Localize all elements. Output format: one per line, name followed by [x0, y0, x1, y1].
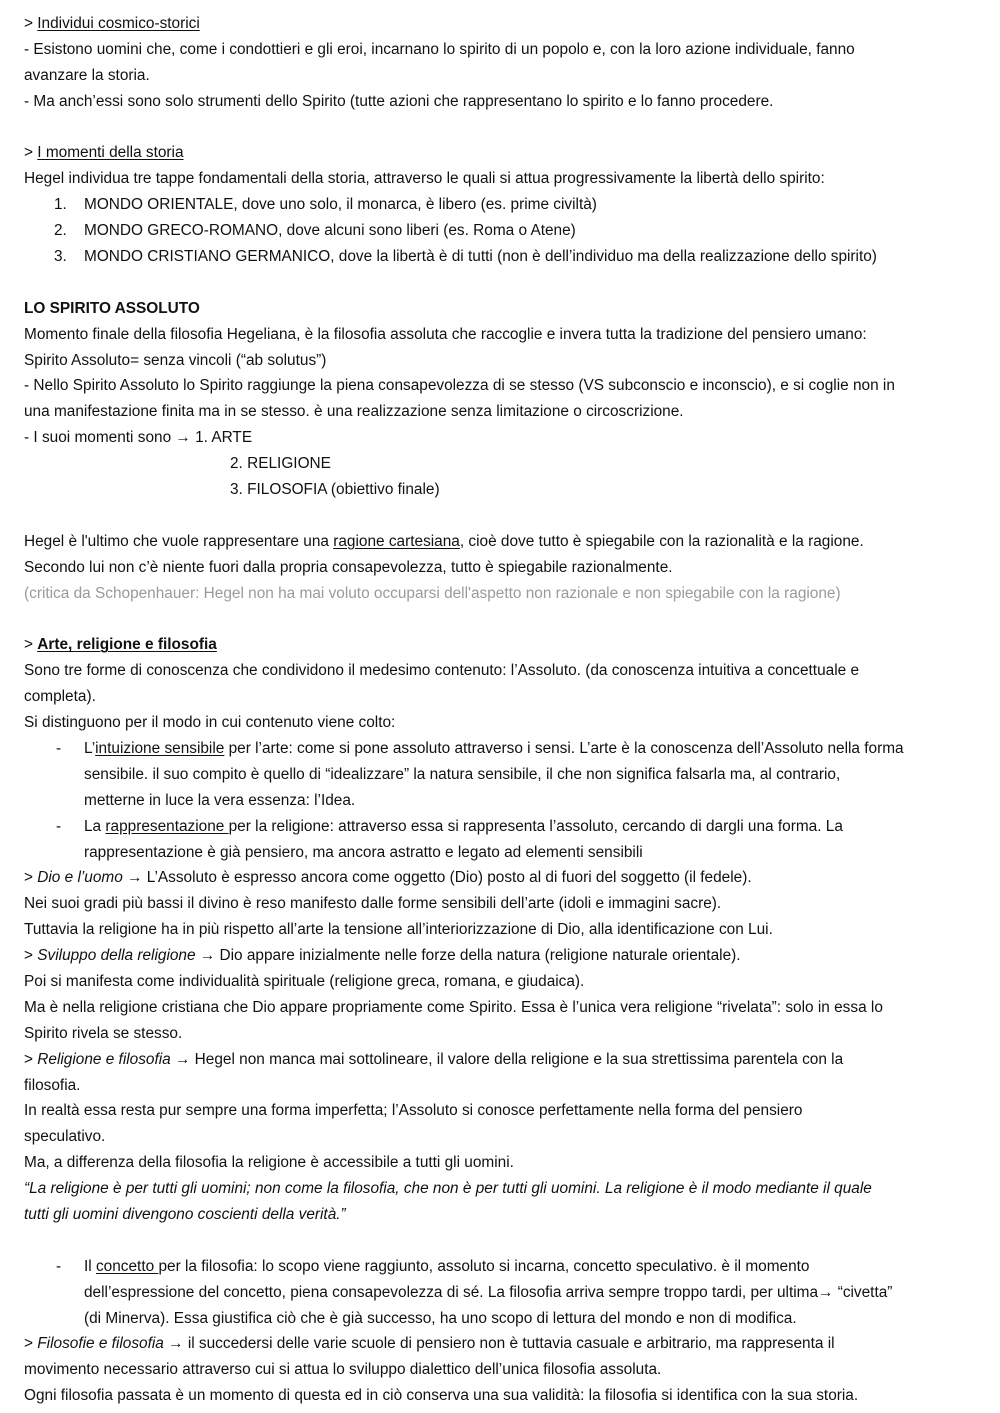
list-item: 3. MONDO CRISTIANO GERMANICO, dove la libertà è di tutti (non è dell’individuo ma della realizzazione dello spirito)	[24, 244, 984, 270]
bullet-continuation: sensibile. il suo compito è quello di “idealizzare” la natura sensibile, il che non significa falsarla ma, al contrario,	[84, 765, 841, 783]
moment-item: 2. RELIGIONE	[230, 455, 331, 473]
bullet-continuation: rappresentazione è già pensiero, ma ancora astratto e legato ad elementi sensibili	[84, 843, 643, 861]
paragraph-line: Spirito rivela se stesso.	[24, 1024, 183, 1042]
bullet-dash: -	[56, 817, 62, 835]
heading-individui: > Individui cosmico-storici	[24, 15, 200, 32]
blank-line	[24, 503, 984, 529]
list-item: 1. MONDO ORIENTALE, dove uno solo, il monarca, è libero (es. prime civiltà)	[24, 192, 984, 218]
paragraph-line: una manifestazione finita ma in se stesso. è una realizzazione senza limitazione o circoscrizione.	[24, 403, 684, 421]
paragraph-line: Spirito Assoluto= senza vincoli (“ab solutus”)	[24, 351, 327, 369]
moment-item: 3. FILOSOFIA (obiettivo finale)	[230, 481, 440, 499]
document-page	[24, 11, 984, 1409]
bullet-dash: -	[56, 739, 62, 757]
paragraph-line: In realtà essa resta pur sempre una forma imperfetta; l’Assoluto si conosce perfettamente nella forma del pensiero	[24, 1102, 803, 1120]
bullet-dash: -	[56, 1257, 62, 1275]
subsection-sviluppo-religione: > Sviluppo della religione → Dio appare inizialmente nelle forze della natura (religione naturale orientale).	[24, 947, 741, 965]
list-number: 1.	[54, 196, 67, 214]
paragraph-line: Secondo lui non c’è niente fuori dalla propria consapevolezza, tutto è spiegabile razionalmente.	[24, 558, 673, 576]
subsection-religione-filosofia: > Religione e filosofia → Hegel non manca mai sottolineare, il valore della religione e la sua strettissima parentela con la	[24, 1050, 844, 1068]
paragraph-line: filosofia.	[24, 1076, 81, 1094]
paragraph-line: Ma, a differenza della filosofia la religione è accessibile a tutti gli uomini.	[24, 1154, 514, 1172]
quote-line: “La religione è per tutti gli uomini; non come la filosofia, che non è per tutti gli uomini. La religione è il modo mediante il quale	[24, 1180, 872, 1198]
heading-arte-religione-filosofia: > Arte, religione e filosofia	[24, 636, 217, 654]
paragraph-line: Ogni filosofia passata è un momento di questa ed in ciò conserva una sua validità: la filosofia si identifica con la sua storia.	[24, 1387, 859, 1405]
paragraph-line: Hegel è l'ultimo che vuole rappresentare una ragione cartesiana, cioè dove tutto è spiegabile con la razionalità e la ragione.	[24, 532, 864, 550]
paragraph-line: - Esistono uomini che, come i condottieri e gli eroi, incarnano lo spirito di un popolo e, con la loro azione individuale, fanno	[24, 40, 855, 58]
paragraph-line: Poi si manifesta come individualità spirituale (religione greca, romana, e giudaica).	[24, 972, 585, 990]
blank-line	[24, 1228, 984, 1254]
subsection-filosofie-filosofia: > Filosofie e filosofia → il succedersi delle varie scuole di pensiero non è tuttavia casuale e arbitrario, ma rappresenta il	[24, 1335, 835, 1353]
paragraph-line: Tuttavia la religione ha in più rispetto all’arte la tensione all’interiorizzazione di Dio, alla identificazione con Lui.	[24, 921, 773, 939]
paragraph-line: avanzare la storia.	[24, 66, 150, 84]
gray-note: (critica da Schopenhauer: Hegel non ha mai voluto occuparsi dell'aspetto non razionale e non spiegabile con la ragione)	[24, 584, 841, 602]
paragraph-line: Sono tre forme di conoscenza che condividono il medesimo contenuto: l’Assoluto. (da conoscenza intuitiva a concettuale e	[24, 662, 860, 680]
heading-momenti-storia: > I momenti della storia	[24, 144, 184, 162]
list-number: 2.	[54, 222, 67, 240]
blank-line	[24, 115, 984, 141]
paragraph-line: - I suoi momenti sono → 1. ARTE	[24, 429, 253, 447]
bullet-item: - La rappresentazione per la religione: attraverso essa si rappresenta l’assoluto, cercando di dargli una forma. La	[24, 814, 984, 840]
bullet-item: - L’intuizione sensibile per l’arte: come si pone assoluto attraverso i sensi. L’arte è la conoscenza dell’Assoluto nella forma	[24, 736, 984, 762]
blank-line	[24, 270, 984, 296]
quote-line: tutti gli uomini divengono coscienti della verità.”	[24, 1205, 346, 1223]
paragraph-line: Hegel individua tre tappe fondamentali della storia, attraverso le quali si attua progressivamente la libertà dello spirito:	[24, 170, 825, 188]
paragraph-line: Momento finale della filosofia Hegeliana, è la filosofia assoluta che raccoglie e invera tutta la tradizione del pensiero umano:	[24, 325, 867, 343]
paragraph-line: Nei suoi gradi più bassi il divino è reso manifesto dalle forme sensibili dell’arte (idoli e immagini sacre).	[24, 895, 722, 913]
heading-spirito-assoluto: LO SPIRITO ASSOLUTO	[24, 299, 200, 317]
bullet-item: - Il concetto per la filosofia: lo scopo viene raggiunto, assoluto si incarna, concetto speculativo. è il momento	[24, 1254, 984, 1280]
bullet-continuation: metterne in luce la vera essenza: l’Idea.	[84, 791, 356, 809]
list-number: 3.	[54, 248, 67, 266]
blank-line	[24, 606, 984, 632]
paragraph-line: movimento necessario attraverso cui si attua lo sviluppo dialettico dell’unica filosofia assoluta.	[24, 1361, 662, 1379]
paragraph-line: speculativo.	[24, 1128, 106, 1146]
bullet-continuation: dell’espressione del concetto, piena consapevolezza di sé. La filosofia arriva sempre troppo tardi, per ultima→ “civetta”	[84, 1283, 893, 1301]
subsection-dio-uomo: > Dio e l’uomo → L’Assoluto è espresso ancora come oggetto (Dio) posto al di fuori del soggetto (il fedele).	[24, 869, 752, 887]
bullet-continuation: (di Minerva). Essa giustifica ciò che è già successo, ha uno scopo di lettura del mondo e non di modifica.	[84, 1309, 797, 1327]
list-item: 2. MONDO GRECO-ROMANO, dove alcuni sono liberi (es. Roma o Atene)	[24, 218, 984, 244]
paragraph-line: - Ma anch’essi sono solo strumenti dello Spirito (tutte azioni che rappresentano lo spirito e lo fanno procedere.	[24, 92, 774, 110]
paragraph-line: completa).	[24, 688, 96, 706]
paragraph-line: Ma è nella religione cristiana che Dio appare propriamente come Spirito. Essa è l’unica vera religione “rivelata”: solo in essa lo	[24, 998, 883, 1016]
paragraph-line: - Nello Spirito Assoluto lo Spirito raggiunge la piena consapevolezza di se stesso (VS subconscio e inconscio), e si coglie non in	[24, 377, 895, 395]
paragraph-line: Si distinguono per il modo in cui contenuto viene colto:	[24, 714, 396, 732]
